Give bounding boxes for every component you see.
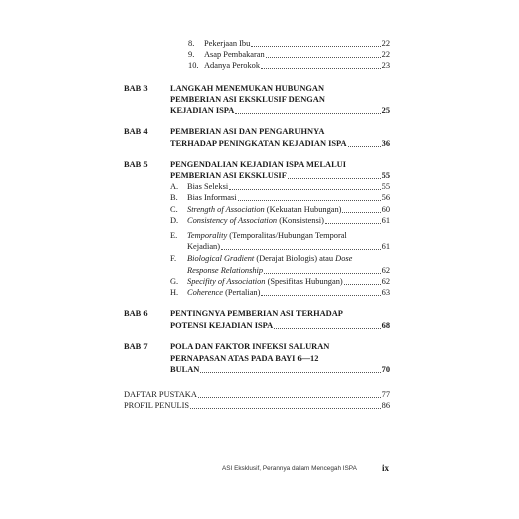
toc-entry-page: 62 bbox=[381, 266, 390, 275]
toc-entry-title bbox=[187, 231, 347, 241]
toc-entry-backmatter[interactable] bbox=[124, 390, 390, 400]
toc-entry[interactable] bbox=[204, 39, 390, 49]
title-italic: Coherence bbox=[187, 288, 223, 297]
page-number: ix bbox=[382, 463, 390, 473]
chapter-label: BAB 4 bbox=[124, 127, 148, 136]
toc-entry-title-cont: Response Relationship bbox=[187, 266, 264, 275]
toc-entry-title: Bias Informasi bbox=[187, 193, 237, 202]
chapter-label: BAB 5 bbox=[124, 160, 148, 169]
toc-entry-title: Pekerjaan Ibu bbox=[204, 39, 251, 48]
toc-entry-title bbox=[187, 216, 324, 226]
toc-entry-backmatter[interactable] bbox=[124, 401, 390, 411]
dot-leader bbox=[235, 113, 380, 114]
title-rest: (Konsistensi) bbox=[277, 216, 324, 225]
toc-entry-chapter[interactable] bbox=[170, 365, 390, 375]
toc-entry-chapter[interactable] bbox=[170, 139, 390, 149]
dot-leader bbox=[264, 273, 381, 274]
dot-leader bbox=[238, 200, 381, 201]
dot-leader bbox=[348, 146, 381, 147]
toc-entry-page: 25 bbox=[381, 106, 390, 115]
toc-entry[interactable] bbox=[187, 182, 390, 192]
toc-entry-page: 63 bbox=[381, 288, 390, 297]
chapter-title-line: PEMBERIAN ASI EKSKLUSIF DENGAN bbox=[170, 95, 325, 104]
chapter-title-line: KEJADIAN ISPA bbox=[170, 106, 235, 115]
toc-entry-page: 77 bbox=[381, 390, 390, 399]
toc-entry-chapter[interactable] bbox=[170, 171, 390, 181]
item-letter: F. bbox=[170, 254, 177, 263]
title-rest: (Temporalitas/Hubungan Temporal bbox=[227, 231, 347, 240]
toc-entry-title: Adanya Perokok bbox=[204, 61, 261, 70]
chapter-title-line: TERHADAP PENINGKATAN KEJADIAN ISPA bbox=[170, 139, 347, 148]
item-letter: H. bbox=[170, 288, 179, 297]
dot-leader bbox=[251, 46, 380, 47]
toc-entry-page: 70 bbox=[381, 365, 390, 374]
toc-entry[interactable] bbox=[187, 288, 390, 298]
dot-leader bbox=[200, 372, 380, 373]
toc-entry-page: 56 bbox=[381, 193, 390, 202]
dot-leader bbox=[229, 189, 380, 190]
title-italic: Consistency of Association bbox=[187, 216, 278, 225]
dot-leader bbox=[261, 68, 381, 69]
title-italic: Temporality bbox=[187, 231, 228, 240]
toc-entry-page: 61 bbox=[381, 242, 390, 251]
chapter-title-line: PEMBERIAN ASI DAN PENGARUHNYA bbox=[170, 127, 325, 136]
dot-leader bbox=[274, 328, 380, 329]
toc-entry-page: 62 bbox=[381, 277, 390, 286]
title-italic: Strength of Association bbox=[187, 205, 265, 214]
toc-entry-page: 55 bbox=[381, 182, 390, 191]
dot-leader bbox=[325, 223, 381, 224]
title-rest: (Spesifitas Hubungan) bbox=[265, 277, 343, 286]
toc-entry-page: 55 bbox=[381, 171, 390, 180]
item-number: 10. bbox=[188, 61, 199, 70]
dot-leader bbox=[198, 397, 381, 398]
item-letter: G. bbox=[170, 277, 179, 286]
toc-entry-title bbox=[187, 254, 352, 264]
chapter-label: BAB 7 bbox=[124, 342, 148, 351]
toc-entry-title bbox=[187, 288, 260, 298]
dot-leader bbox=[266, 57, 381, 58]
chapter-label: BAB 6 bbox=[124, 309, 148, 318]
chapter-title-line: PERNAPASAN ATAS PADA BAYI 6—12 bbox=[170, 354, 319, 363]
dot-leader bbox=[342, 212, 380, 213]
item-letter: B. bbox=[170, 193, 178, 202]
title-italic: Specifity of Association bbox=[187, 277, 266, 286]
title-rest: (Kekuatan Hubungan) bbox=[264, 205, 342, 214]
toc-entry-title: DAFTAR PUSTAKA bbox=[124, 390, 197, 399]
running-footer: ASI Eksklusif, Perannya dalam Mencegah ISPA bbox=[222, 465, 357, 472]
toc-entry-page: 22 bbox=[381, 50, 390, 59]
chapter-title-line: PENTINGNYA PEMBERIAN ASI TERHADAP bbox=[170, 309, 343, 318]
toc-entry-page: 36 bbox=[381, 139, 390, 148]
toc-entry[interactable] bbox=[204, 50, 390, 60]
chapter-title-line: PEMBERIAN ASI EKSKLUSIF bbox=[170, 171, 287, 180]
chapter-title-line: LANGKAH MENEMUKAN HUBUNGAN bbox=[170, 84, 325, 93]
chapter-title-line: BULAN bbox=[170, 365, 200, 374]
item-letter: D. bbox=[170, 216, 179, 225]
dot-leader bbox=[190, 408, 381, 409]
dot-leader bbox=[221, 249, 381, 250]
chapter-title-line: POLA DAN FAKTOR INFEKSI SALURAN bbox=[170, 342, 330, 351]
toc-entry-page: 60 bbox=[381, 205, 390, 214]
dot-leader bbox=[344, 284, 381, 285]
toc-entry-title: Bias Seleksi bbox=[187, 182, 229, 191]
toc-entry[interactable] bbox=[187, 277, 390, 287]
item-letter: E. bbox=[170, 231, 178, 240]
toc-entry-title bbox=[187, 205, 341, 215]
toc-entry[interactable] bbox=[187, 242, 390, 252]
toc-entry-title: PROFIL PENULIS bbox=[124, 401, 190, 410]
dot-leader bbox=[288, 178, 381, 179]
toc-entry-title bbox=[187, 277, 343, 287]
toc-entry-page: 86 bbox=[381, 401, 390, 410]
toc-entry[interactable] bbox=[204, 61, 390, 71]
title-italic: Biological Gradient bbox=[187, 254, 255, 263]
toc-entry-chapter[interactable] bbox=[170, 106, 390, 116]
item-number: 8. bbox=[188, 39, 195, 48]
toc-entry-title-cont: Kejadian) bbox=[187, 242, 221, 251]
title-rest: (Pertalian) bbox=[222, 288, 261, 297]
toc-entry-title: Asap Pembakaran bbox=[204, 50, 265, 59]
title-italic-2: Dose bbox=[335, 254, 353, 263]
item-number: 9. bbox=[188, 50, 195, 59]
toc-entry[interactable] bbox=[187, 216, 390, 226]
toc-entry-page: 22 bbox=[381, 39, 390, 48]
toc-entry[interactable] bbox=[187, 205, 390, 215]
toc-entry-page: 61 bbox=[381, 216, 390, 225]
chapter-title-line: POTENSI KEJADIAN ISPA bbox=[170, 321, 274, 330]
item-letter: A. bbox=[170, 182, 179, 191]
toc-entry-chapter[interactable] bbox=[170, 321, 390, 331]
chapter-label: BAB 3 bbox=[124, 84, 148, 93]
toc-entry-page: 68 bbox=[381, 321, 390, 330]
dot-leader bbox=[261, 295, 380, 296]
toc-entry[interactable] bbox=[187, 266, 390, 276]
toc-entry[interactable] bbox=[187, 193, 390, 203]
toc-entry-page: 23 bbox=[381, 61, 390, 70]
item-letter: C. bbox=[170, 205, 178, 214]
chapter-title-line: PENGENDALIAN KEJADIAN ISPA MELALUI bbox=[170, 160, 346, 169]
title-mid: (Derajat Biologis) atau bbox=[254, 254, 336, 263]
